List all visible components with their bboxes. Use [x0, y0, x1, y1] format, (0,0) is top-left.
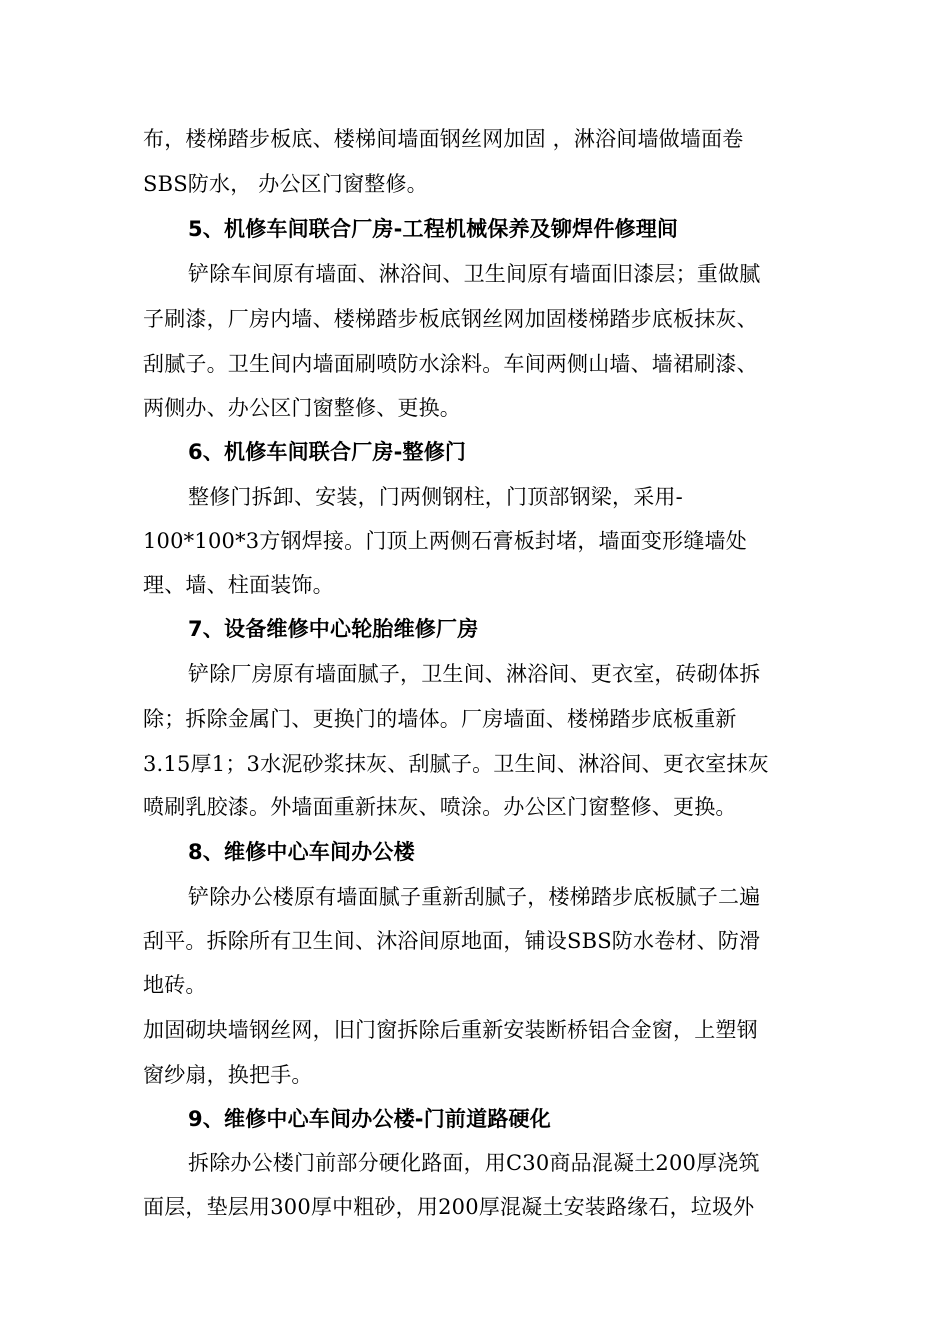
- text-line: 面层，垫层用300厚中粗砂，用200厚混凝土安装路缘石，垃圾外: [143, 1195, 755, 1219]
- text-line: 地砖。: [143, 973, 207, 997]
- text-line: 铲除厂房原有墙面腻子，卫生间、淋浴间、更衣室，砖砌体拆: [188, 662, 761, 686]
- text-line: 100*100*3方钢焊接。门顶上两侧石膏板封堵，墙面变形缝墙处: [143, 529, 747, 553]
- text-line: 理、墙、柱面装饰。: [143, 573, 334, 597]
- section-heading-5: 5、机修车间联合厂房-工程机械保养及铆焊件修理间: [188, 217, 679, 241]
- section-heading-7: 7、设备维修中心轮胎维修厂房: [188, 617, 479, 641]
- text-line: 铲除车间原有墙面、淋浴间、卫生间原有墙面旧漆层；重做腻: [188, 262, 761, 286]
- text-line: 刮平。拆除所有卫生间、沐浴间原地面，铺设SBS防水卷材、防滑: [143, 929, 761, 953]
- text-line: 加固砌块墙钢丝网，旧门窗拆除后重新安装断桥铝合金窗，上塑钢: [143, 1018, 758, 1042]
- text-line: 除；拆除金属门、更换门的墙体。厂房墙面、楼梯踏步底板重新: [143, 707, 737, 731]
- text-line: 3.15厚1；3水泥砂浆抹灰、刮腻子。卫生间、淋浴间、更衣室抹灰: [143, 752, 769, 776]
- text-line: 铲除办公楼原有墙面腻子重新刮腻子，楼梯踏步底板腻子二遍: [188, 885, 761, 909]
- text-line: 拆除办公楼门前部分硬化路面，用C30商品混凝土200厚浇筑: [188, 1151, 760, 1175]
- text-line: 两侧办、办公区门窗整修、更换。: [143, 396, 461, 420]
- section-heading-6: 6、机修车间联合厂房-整修门: [188, 440, 467, 464]
- text-line: 整修门拆卸、安装，门两侧钢柱，门顶部钢梁，采用-: [188, 485, 683, 509]
- section-heading-9: 9、维修中心车间办公楼-门前道路硬化: [188, 1107, 551, 1131]
- text-line: 喷刷乳胶漆。外墙面重新抹灰、喷涂。办公区门窗整修、更换。: [143, 795, 737, 819]
- text-line: 布，楼梯踏步板底、楼梯间墙面钢丝网加固 ，淋浴间墙做墙面卷: [143, 127, 744, 151]
- text-line: SBS防水， 办公区门窗整修。: [143, 172, 428, 196]
- section-heading-8: 8、维修中心车间办公楼: [188, 840, 415, 864]
- text-line: 刮腻子。卫生间内墙面刷喷防水涂料。车间两侧山墙、墙裙刷漆、: [143, 352, 758, 376]
- text-line: 子刷漆，厂房内墙、楼梯踏步板底钢丝网加固楼梯踏步底板抹灰、: [143, 307, 758, 331]
- text-line: 窗纱扇，换把手。: [143, 1063, 313, 1087]
